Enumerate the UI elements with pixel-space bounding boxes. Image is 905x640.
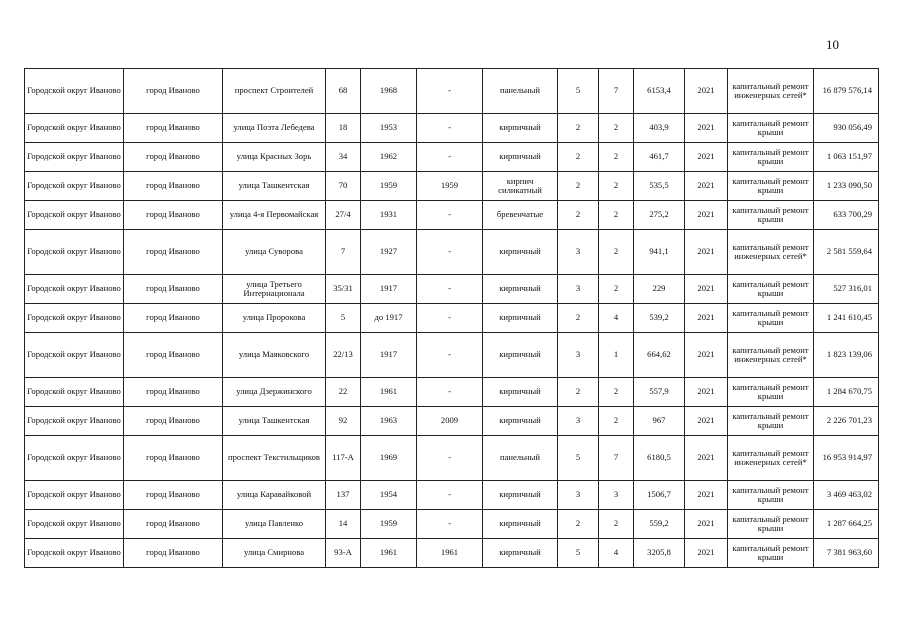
work-type-cell: капитальный ремонт крыши bbox=[728, 143, 814, 172]
district-cell: Городской округ Иваново bbox=[25, 481, 124, 510]
house-number-cell: 27/4 bbox=[326, 201, 361, 230]
entrances-cell: 2 bbox=[599, 201, 634, 230]
table-row bbox=[25, 114, 879, 143]
area-cell: 967 bbox=[634, 407, 685, 436]
cost-cell: 1 233 090,50 bbox=[814, 172, 879, 201]
table-row bbox=[25, 230, 879, 275]
area-cell: 559,2 bbox=[634, 510, 685, 539]
work-type-cell: капитальный ремонт крыши bbox=[728, 481, 814, 510]
street-cell: улица Суворова bbox=[223, 230, 326, 275]
street-cell: проспект Текстильщиков bbox=[223, 436, 326, 481]
work-type-cell: капитальный ремонт крыши bbox=[728, 304, 814, 333]
table-row bbox=[25, 304, 879, 333]
district-cell: Городской округ Иваново bbox=[25, 143, 124, 172]
floors-cell: 2 bbox=[558, 378, 599, 407]
wall-material-cell: кирпичный bbox=[483, 333, 558, 378]
year-built-cell: до 1917 bbox=[361, 304, 417, 333]
street-cell: улица Маяковского bbox=[223, 333, 326, 378]
work-type-cell: капитальный ремонт инженерных сетей* bbox=[728, 69, 814, 114]
area-cell: 1506,7 bbox=[634, 481, 685, 510]
entrances-cell: 2 bbox=[599, 143, 634, 172]
wall-material-cell: бревенчатые bbox=[483, 201, 558, 230]
entrances-cell: 2 bbox=[599, 114, 634, 143]
work-type-cell: капитальный ремонт крыши bbox=[728, 275, 814, 304]
city-cell: город Иваново bbox=[124, 304, 223, 333]
street-cell: улица Поэта Лебедева bbox=[223, 114, 326, 143]
table-row bbox=[25, 275, 879, 304]
street-cell: улица Павленко bbox=[223, 510, 326, 539]
year-reconstruction-cell: - bbox=[417, 69, 483, 114]
page-number: 10 bbox=[826, 37, 839, 52]
floors-cell: 2 bbox=[558, 510, 599, 539]
plan-year-cell: 2021 bbox=[685, 275, 728, 304]
table-row bbox=[25, 143, 879, 172]
entrances-cell: 4 bbox=[599, 539, 634, 568]
cost-cell: 3 469 463,02 bbox=[814, 481, 879, 510]
district-cell: Городской округ Иваново bbox=[25, 510, 124, 539]
year-built-cell: 1953 bbox=[361, 114, 417, 143]
year-built-cell: 1963 bbox=[361, 407, 417, 436]
house-number-cell: 7 bbox=[326, 230, 361, 275]
city-cell: город Иваново bbox=[124, 172, 223, 201]
year-reconstruction-cell: - bbox=[417, 481, 483, 510]
cost-cell: 7 381 963,60 bbox=[814, 539, 879, 568]
house-number-cell: 93-А bbox=[326, 539, 361, 568]
table-row bbox=[25, 201, 879, 230]
wall-material-cell: кирпич силикатный bbox=[483, 172, 558, 201]
house-number-cell: 68 bbox=[326, 69, 361, 114]
wall-material-cell: кирпичный bbox=[483, 230, 558, 275]
street-cell: улица Смирнова bbox=[223, 539, 326, 568]
city-cell: город Иваново bbox=[124, 69, 223, 114]
city-cell: город Иваново bbox=[124, 510, 223, 539]
city-cell: город Иваново bbox=[124, 378, 223, 407]
wall-material-cell: кирпичный bbox=[483, 143, 558, 172]
table-row bbox=[25, 510, 879, 539]
entrances-cell: 1 bbox=[599, 333, 634, 378]
area-cell: 6180,5 bbox=[634, 436, 685, 481]
house-number-cell: 18 bbox=[326, 114, 361, 143]
entrances-cell: 4 bbox=[599, 304, 634, 333]
year-built-cell: 1927 bbox=[361, 230, 417, 275]
area-cell: 6153,4 bbox=[634, 69, 685, 114]
floors-cell: 2 bbox=[558, 172, 599, 201]
city-cell: город Иваново bbox=[124, 407, 223, 436]
district-cell: Городской округ Иваново bbox=[25, 275, 124, 304]
repair-program-table bbox=[24, 68, 879, 568]
area-cell: 539,2 bbox=[634, 304, 685, 333]
city-cell: город Иваново bbox=[124, 275, 223, 304]
district-cell: Городской округ Иваново bbox=[25, 172, 124, 201]
wall-material-cell: кирпичный bbox=[483, 304, 558, 333]
street-cell: улица Ташкентская bbox=[223, 407, 326, 436]
floors-cell: 2 bbox=[558, 304, 599, 333]
year-built-cell: 1917 bbox=[361, 275, 417, 304]
year-reconstruction-cell: - bbox=[417, 114, 483, 143]
wall-material-cell: кирпичный bbox=[483, 407, 558, 436]
year-built-cell: 1968 bbox=[361, 69, 417, 114]
table-body bbox=[25, 69, 879, 568]
year-reconstruction-cell: 1961 bbox=[417, 539, 483, 568]
city-cell: город Иваново bbox=[124, 201, 223, 230]
street-cell: улица Пророкова bbox=[223, 304, 326, 333]
entrances-cell: 2 bbox=[599, 510, 634, 539]
work-type-cell: капитальный ремонт инженерных сетей* bbox=[728, 436, 814, 481]
city-cell: город Иваново bbox=[124, 230, 223, 275]
floors-cell: 3 bbox=[558, 230, 599, 275]
floors-cell: 3 bbox=[558, 481, 599, 510]
entrances-cell: 7 bbox=[599, 69, 634, 114]
plan-year-cell: 2021 bbox=[685, 143, 728, 172]
district-cell: Городской округ Иваново bbox=[25, 436, 124, 481]
floors-cell: 5 bbox=[558, 436, 599, 481]
floors-cell: 3 bbox=[558, 407, 599, 436]
plan-year-cell: 2021 bbox=[685, 304, 728, 333]
city-cell: город Иваново bbox=[124, 333, 223, 378]
wall-material-cell: кирпичный bbox=[483, 114, 558, 143]
year-reconstruction-cell: 1959 bbox=[417, 172, 483, 201]
city-cell: город Иваново bbox=[124, 114, 223, 143]
work-type-cell: капитальный ремонт крыши bbox=[728, 172, 814, 201]
year-built-cell: 1917 bbox=[361, 333, 417, 378]
city-cell: город Иваново bbox=[124, 539, 223, 568]
entrances-cell: 2 bbox=[599, 275, 634, 304]
table-row bbox=[25, 436, 879, 481]
area-cell: 535,5 bbox=[634, 172, 685, 201]
table-row bbox=[25, 69, 879, 114]
house-number-cell: 14 bbox=[326, 510, 361, 539]
cost-cell: 16 879 576,14 bbox=[814, 69, 879, 114]
year-built-cell: 1961 bbox=[361, 539, 417, 568]
wall-material-cell: кирпичный bbox=[483, 481, 558, 510]
year-built-cell: 1969 bbox=[361, 436, 417, 481]
floors-cell: 3 bbox=[558, 333, 599, 378]
area-cell: 941,1 bbox=[634, 230, 685, 275]
area-cell: 461,7 bbox=[634, 143, 685, 172]
floors-cell: 2 bbox=[558, 201, 599, 230]
cost-cell: 1 063 151,97 bbox=[814, 143, 879, 172]
work-type-cell: капитальный ремонт крыши bbox=[728, 539, 814, 568]
wall-material-cell: кирпичный bbox=[483, 275, 558, 304]
plan-year-cell: 2021 bbox=[685, 114, 728, 143]
wall-material-cell: кирпичный bbox=[483, 539, 558, 568]
district-cell: Городской округ Иваново bbox=[25, 407, 124, 436]
house-number-cell: 70 bbox=[326, 172, 361, 201]
plan-year-cell: 2021 bbox=[685, 539, 728, 568]
district-cell: Городской округ Иваново bbox=[25, 69, 124, 114]
year-reconstruction-cell: - bbox=[417, 230, 483, 275]
work-type-cell: капитальный ремонт крыши bbox=[728, 407, 814, 436]
floors-cell: 3 bbox=[558, 275, 599, 304]
work-type-cell: капитальный ремонт крыши bbox=[728, 114, 814, 143]
floors-cell: 2 bbox=[558, 143, 599, 172]
cost-cell: 2 226 701,23 bbox=[814, 407, 879, 436]
area-cell: 557,9 bbox=[634, 378, 685, 407]
plan-year-cell: 2021 bbox=[685, 172, 728, 201]
area-cell: 275,2 bbox=[634, 201, 685, 230]
cost-cell: 1 284 670,75 bbox=[814, 378, 879, 407]
district-cell: Городской округ Иваново bbox=[25, 333, 124, 378]
street-cell: улица 4-я Первомайская bbox=[223, 201, 326, 230]
work-type-cell: капитальный ремонт крыши bbox=[728, 201, 814, 230]
year-reconstruction-cell: - bbox=[417, 143, 483, 172]
house-number-cell: 22/13 bbox=[326, 333, 361, 378]
entrances-cell: 3 bbox=[599, 481, 634, 510]
district-cell: Городской округ Иваново bbox=[25, 230, 124, 275]
street-cell: улица Красных Зорь bbox=[223, 143, 326, 172]
city-cell: город Иваново bbox=[124, 143, 223, 172]
entrances-cell: 2 bbox=[599, 407, 634, 436]
cost-cell: 1 287 664,25 bbox=[814, 510, 879, 539]
table-row bbox=[25, 407, 879, 436]
house-number-cell: 5 bbox=[326, 304, 361, 333]
work-type-cell: капитальный ремонт крыши bbox=[728, 510, 814, 539]
plan-year-cell: 2021 bbox=[685, 333, 728, 378]
year-reconstruction-cell: - bbox=[417, 510, 483, 539]
year-reconstruction-cell: - bbox=[417, 304, 483, 333]
floors-cell: 2 bbox=[558, 114, 599, 143]
work-type-cell: капитальный ремонт инженерных сетей* bbox=[728, 230, 814, 275]
plan-year-cell: 2021 bbox=[685, 378, 728, 407]
area-cell: 3205,8 bbox=[634, 539, 685, 568]
street-cell: улица Ташкентская bbox=[223, 172, 326, 201]
year-built-cell: 1959 bbox=[361, 172, 417, 201]
house-number-cell: 117-А bbox=[326, 436, 361, 481]
table-row bbox=[25, 539, 879, 568]
plan-year-cell: 2021 bbox=[685, 230, 728, 275]
house-number-cell: 34 bbox=[326, 143, 361, 172]
plan-year-cell: 2021 bbox=[685, 436, 728, 481]
work-type-cell: капитальный ремонт крыши bbox=[728, 378, 814, 407]
plan-year-cell: 2021 bbox=[685, 407, 728, 436]
table-row bbox=[25, 481, 879, 510]
year-built-cell: 1931 bbox=[361, 201, 417, 230]
year-built-cell: 1962 bbox=[361, 143, 417, 172]
entrances-cell: 2 bbox=[599, 378, 634, 407]
table-row bbox=[25, 333, 879, 378]
house-number-cell: 92 bbox=[326, 407, 361, 436]
floors-cell: 5 bbox=[558, 539, 599, 568]
table-row bbox=[25, 172, 879, 201]
district-cell: Городской округ Иваново bbox=[25, 201, 124, 230]
year-reconstruction-cell: - bbox=[417, 201, 483, 230]
plan-year-cell: 2021 bbox=[685, 201, 728, 230]
house-number-cell: 22 bbox=[326, 378, 361, 407]
cost-cell: 633 700,29 bbox=[814, 201, 879, 230]
city-cell: город Иваново bbox=[124, 436, 223, 481]
year-reconstruction-cell: - bbox=[417, 378, 483, 407]
street-cell: улица Каравайковой bbox=[223, 481, 326, 510]
district-cell: Городской округ Иваново bbox=[25, 114, 124, 143]
year-reconstruction-cell: - bbox=[417, 436, 483, 481]
cost-cell: 930 056,49 bbox=[814, 114, 879, 143]
entrances-cell: 2 bbox=[599, 172, 634, 201]
area-cell: 403,9 bbox=[634, 114, 685, 143]
year-reconstruction-cell: - bbox=[417, 333, 483, 378]
street-cell: улица Дзержинского bbox=[223, 378, 326, 407]
year-reconstruction-cell: 2009 bbox=[417, 407, 483, 436]
house-number-cell: 35/31 bbox=[326, 275, 361, 304]
district-cell: Городской округ Иваново bbox=[25, 304, 124, 333]
district-cell: Городской округ Иваново bbox=[25, 539, 124, 568]
plan-year-cell: 2021 bbox=[685, 69, 728, 114]
cost-cell: 527 316,01 bbox=[814, 275, 879, 304]
entrances-cell: 7 bbox=[599, 436, 634, 481]
entrances-cell: 2 bbox=[599, 230, 634, 275]
street-cell: улица Третьего Интернационала bbox=[223, 275, 326, 304]
cost-cell: 16 953 914,97 bbox=[814, 436, 879, 481]
wall-material-cell: панельный bbox=[483, 69, 558, 114]
year-reconstruction-cell: - bbox=[417, 275, 483, 304]
house-number-cell: 137 bbox=[326, 481, 361, 510]
year-built-cell: 1959 bbox=[361, 510, 417, 539]
city-cell: город Иваново bbox=[124, 481, 223, 510]
cost-cell: 1 823 139,06 bbox=[814, 333, 879, 378]
wall-material-cell: кирпичный bbox=[483, 510, 558, 539]
wall-material-cell: кирпичный bbox=[483, 378, 558, 407]
district-cell: Городской округ Иваново bbox=[25, 378, 124, 407]
plan-year-cell: 2021 bbox=[685, 510, 728, 539]
year-built-cell: 1954 bbox=[361, 481, 417, 510]
area-cell: 664,62 bbox=[634, 333, 685, 378]
area-cell: 229 bbox=[634, 275, 685, 304]
cost-cell: 1 241 610,45 bbox=[814, 304, 879, 333]
street-cell: проспект Строителей bbox=[223, 69, 326, 114]
wall-material-cell: панельный bbox=[483, 436, 558, 481]
work-type-cell: капитальный ремонт инженерных сетей* bbox=[728, 333, 814, 378]
year-built-cell: 1961 bbox=[361, 378, 417, 407]
cost-cell: 2 581 559,64 bbox=[814, 230, 879, 275]
table-row bbox=[25, 378, 879, 407]
plan-year-cell: 2021 bbox=[685, 481, 728, 510]
floors-cell: 5 bbox=[558, 69, 599, 114]
